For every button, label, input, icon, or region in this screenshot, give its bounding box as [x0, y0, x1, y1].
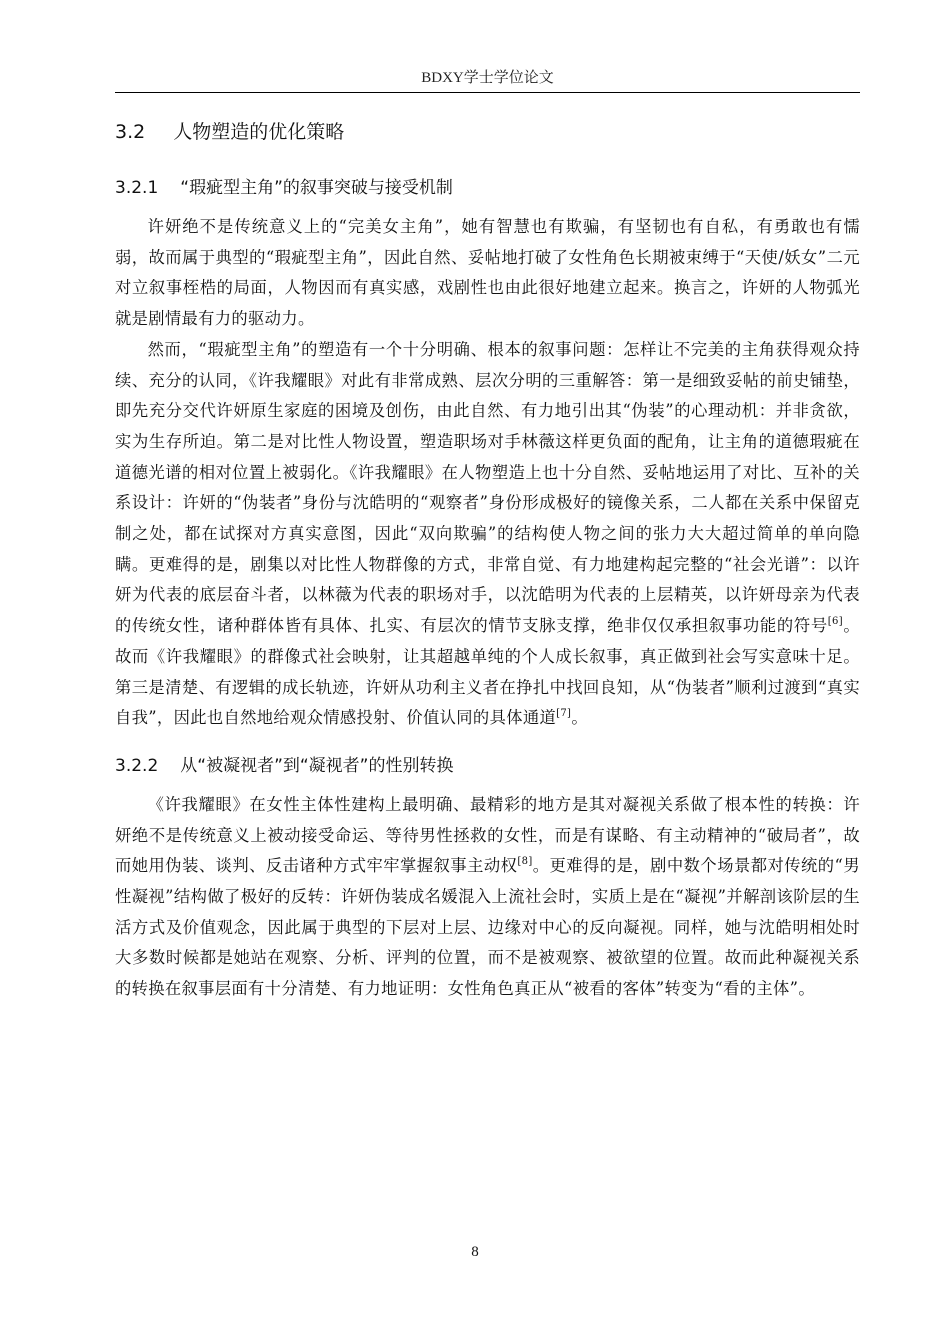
- citation: [8]: [517, 856, 533, 868]
- subsection-title: “瑕疵型主角”的叙事突破与接受机制: [180, 178, 453, 198]
- paragraph: [115, 335, 860, 734]
- paragraph-text: 《许我耀眼》在女性主体性建构上最明确、最精彩的地方是其对凝视关系做了根本性的转换：许妍绝不是传统意义上被动接受命运、等待男性拯救的女性，而是有谋略、有主动精神的“破局者”，故而她用伪装、谈判、反击诸种方式牢牢掌握叙事主动权: [115, 794, 860, 876]
- paragraph-text: 。故而《许我耀眼》的群像式社会映射，让其超越单纯的个人成长叙事，真正做到社会写实意味十足。第三是清楚、有逻辑的成长轨迹，许妍从功利主义者在挣扎中找回良知，从“伪装者”顺利过渡到“真实自我”，因此也自然地给观众情感投射、价值认同的具体通道: [115, 616, 860, 728]
- subsection-heading-1: [115, 170, 860, 206]
- section-heading: [115, 114, 860, 150]
- page-number: 8: [471, 1244, 479, 1260]
- subsection-number: 3.2.1: [115, 178, 159, 198]
- subsection-heading-2: [115, 748, 860, 784]
- paragraph-text: 。更难得的是，剧中数个场景都对传统的“男性凝视”结构做了极好的反转：许妍伪装成名媛混入上流社会时，实质上是在“凝视”并解剖该阶层的生活方式及价值观念，因此属于典型的下层对上层、边缘对中心的反向凝视。同样，她与沈皓明相处时大多数时候都是她站在观察、分析、评判的位置，而不是被观察、被欲望的位置。故而此种凝视关系的转换在叙事层面有十分清楚、有力地证明：女性角色真正从“被看的客体”转变为“看的主体”。: [115, 856, 861, 999]
- section-title: 人物塑造的优化策略: [173, 121, 345, 143]
- section-number: 3.2: [115, 121, 146, 143]
- paragraph-text: 然而，“瑕疵型主角”的塑造有一个十分明确、根本的叙事问题：怎样让不完美的主角获得观众持续、充分的认同，《许我耀眼》对此有非常成熟、层次分明的三重解答：第一是细致妥帖的前史铺垫，即先充分交代许妍原生家庭的困境及创伤，由此自然、有力地引出其“伪装”的心理动机：并非贪欲，实为生存所迫。第二是对比性人物设置，塑造职场对手林薇这样更负面的配角，让主角的道德瑕疵在道德光谱的相对位置上被弱化。《许我耀眼》在人物塑造上也十分自然、妥帖地运用了对比、互补的关系设计：许妍的“伪装者”身份与沈皓明的“观察者”身份形成极好的镜像关系，二人都在关系中保留克制之处，都在试探对方真实意图，因此“双向欺骗”的结构使人物之间的张力大大超过简单的单向隐瞒。更难得的是，剧集以对比性人物群像的方式，非常自觉、有力地建构起完整的“社会光谱”：以许妍为代表的底层奋斗者，以林薇为代表的职场对手，以沈皓明为代表的上层精英，以许妍母亲为代表的传统女性，诸种群体皆有具体、扎实、有层次的情节支脉支撑，绝非仅仅承担叙事功能的符号: [115, 339, 860, 636]
- subsection-title: 从“被凝视者”到“凝视者”的性别转换: [180, 755, 454, 776]
- citation: [6]: [827, 616, 844, 628]
- citation: [7]: [556, 708, 572, 720]
- paragraph-text: 。: [571, 708, 588, 728]
- running-header: BDXY学士学位论文: [421, 70, 554, 86]
- subsection-number: 3.2.2: [115, 755, 159, 776]
- page-body: [115, 114, 860, 1005]
- paragraph: 许妍绝不是传统意义上的“完美女主角”，她有智慧也有欺骗，有坚韧也有自私，有勇敢也有懦弱，故而属于典型的“瑕疵型主角”，因此自然、妥帖地打破了女性角色长期被束缚于“天使/妖女”二元对立叙事桎梏的局面，人物因而有真实感，戏剧性也由此很好地建立起来。换言之，许妍的人物弧光就是剧情最有力的驱动力。: [115, 217, 860, 329]
- paragraph: [115, 790, 860, 1005]
- header-rule: [115, 92, 860, 93]
